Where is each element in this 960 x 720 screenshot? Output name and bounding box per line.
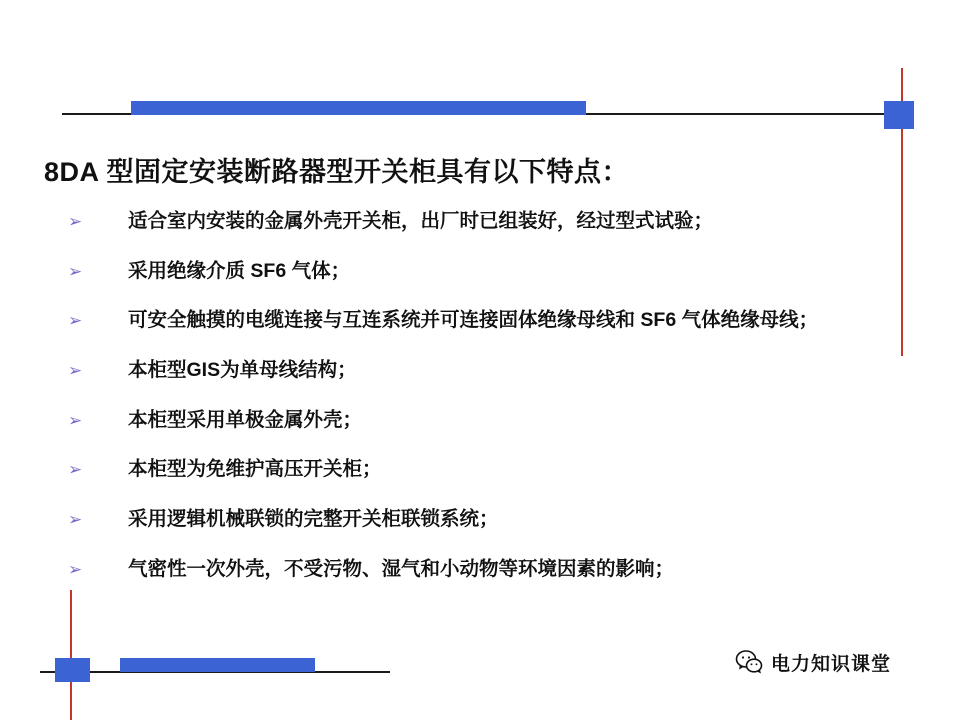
list-item xyxy=(68,556,928,584)
list-item-label: 气密性一次外壳，不受污物、湿气和小动物等环境因素的影响； xyxy=(128,557,675,580)
list-item xyxy=(68,307,928,335)
top-accent-square xyxy=(884,101,914,129)
list-item-label: 本柜型GIS为单母线结构； xyxy=(128,359,357,382)
list-item-label: 本柜型为免维护高压开关柜； xyxy=(128,458,382,481)
list-item-label: 适合室内安装的金属外壳开关柜，出厂时已组装好，经过型式试验； xyxy=(128,210,714,232)
left-vertical-rule xyxy=(70,590,72,720)
arrow-bullet-icon: ➢ xyxy=(68,311,83,331)
bottom-accent-square xyxy=(55,658,90,682)
footer-logo-label: 电力知识课堂 xyxy=(771,653,892,675)
list-item xyxy=(68,407,928,435)
list-item-label: 本柜型采用单极金属外壳； xyxy=(128,408,363,431)
page-title: 8DA 型固定安装断路器型开关柜具有以下特点： xyxy=(44,157,630,187)
list-item xyxy=(68,357,928,385)
list-item xyxy=(68,208,928,236)
arrow-bullet-icon: ➢ xyxy=(68,410,83,430)
list-item-label: 可安全触摸的电缆连接与互连系统并可连接固体绝缘母线和 SF6 气体绝缘母线； xyxy=(128,309,819,332)
bottom-accent-bar xyxy=(120,658,315,672)
list-item xyxy=(68,456,928,484)
bullet-list xyxy=(68,208,928,606)
arrow-bullet-icon: ➢ xyxy=(68,212,83,231)
list-item xyxy=(68,506,928,534)
arrow-bullet-icon: ➢ xyxy=(68,361,83,381)
list-item-label: 采用绝缘介质 SF6 气体； xyxy=(128,259,351,282)
arrow-bullet-icon: ➢ xyxy=(68,510,83,530)
list-item-label: 采用逻辑机械联锁的完整开关柜联锁系统； xyxy=(128,508,499,531)
wechat-icon xyxy=(735,648,763,676)
list-item xyxy=(68,258,928,286)
arrow-bullet-icon: ➢ xyxy=(68,559,83,579)
arrow-bullet-icon: ➢ xyxy=(68,460,83,480)
top-accent-bar xyxy=(131,101,586,115)
footer-logo xyxy=(735,648,891,676)
arrow-bullet-icon: ➢ xyxy=(68,261,83,281)
